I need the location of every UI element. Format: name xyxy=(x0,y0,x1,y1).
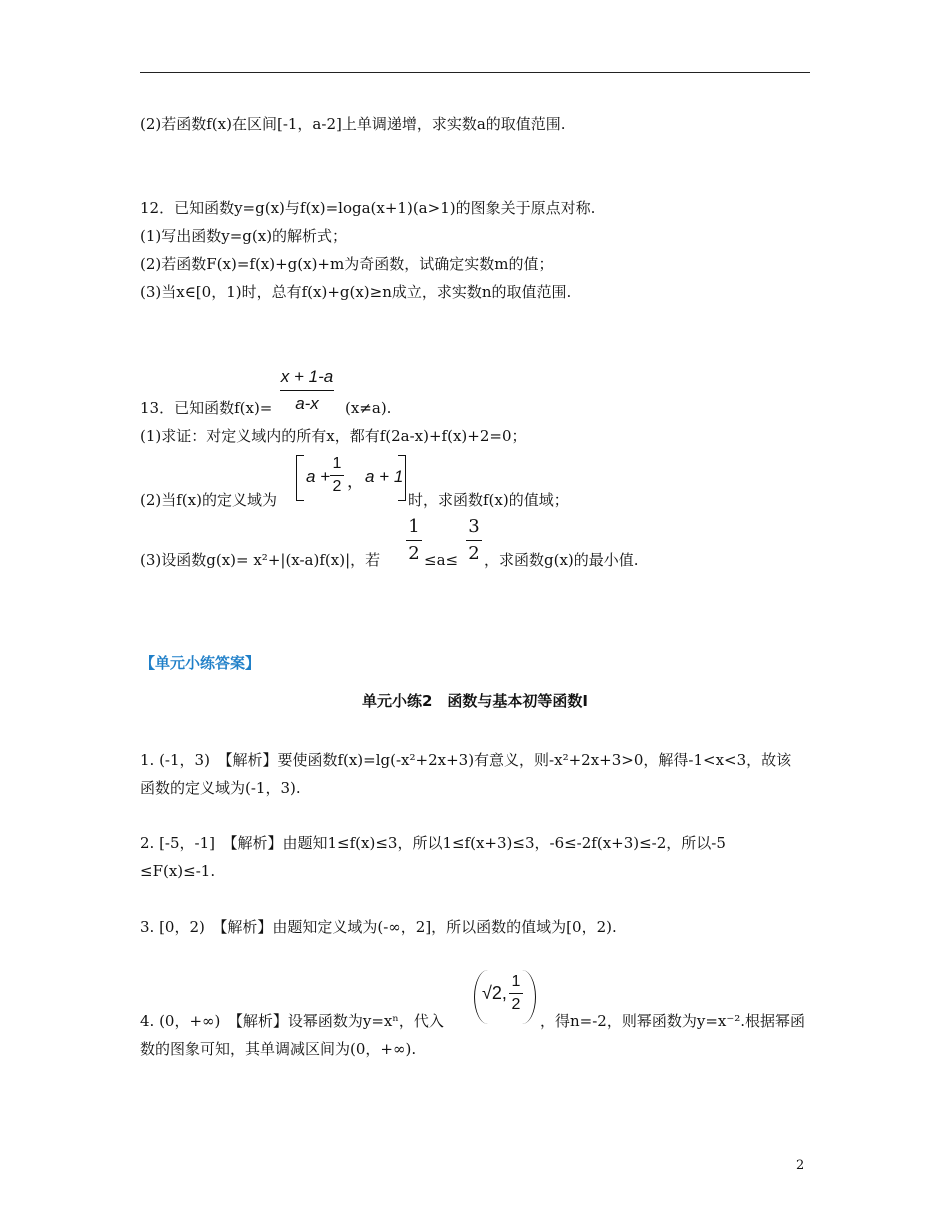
point-x-sqrt2: √2, xyxy=(482,983,507,1003)
answers-title: 单元小练2 函数与基本初等函数Ⅰ xyxy=(361,692,589,710)
q13-part3-prefix: (3)设函数g(x)= x²+|(x-a)f(x)|，若 xyxy=(140,551,381,569)
answers-heading: 【单元小练答案】 xyxy=(140,654,261,672)
q13-part3-fraction-2 xyxy=(466,516,482,565)
q12-part3: (3)当x∈[0，1)时，总有f(x)+g(x)≥n成立，求实数n的取值范围. xyxy=(140,283,572,301)
fraction-denominator: 2 xyxy=(408,543,420,564)
q13-part3-fraction-1 xyxy=(406,516,422,565)
fraction-bar xyxy=(466,540,482,541)
q13-stem-fraction xyxy=(280,366,334,415)
fraction-numerator: 3 xyxy=(468,516,480,537)
answer-4-point xyxy=(474,970,536,1024)
header-rule xyxy=(140,72,810,73)
interval-half-fraction xyxy=(330,454,344,497)
fraction-bar xyxy=(330,475,344,476)
interval-lower-a: a + xyxy=(306,467,331,486)
answer-2-line-1: 2. [-5，-1] 【解析】由题知1≤f(x)≤3，所以1≤f(x+3)≤3，-6≤-2f(x+3)≤-2，所以-5 xyxy=(140,834,726,852)
interval-upper: a + 1 xyxy=(365,467,404,486)
fraction-numerator: x + 1-a xyxy=(280,367,334,386)
answer-4-suffix: ，得n=-2，则幂函数为y=x⁻².根据幂函 xyxy=(540,1012,806,1030)
q13-part2-prefix: (2)当f(x)的定义域为 xyxy=(140,491,277,509)
fraction-bar xyxy=(509,993,523,994)
q12-part2: (2)若函数F(x)=f(x)+g(x)+m为奇函数，试确定实数m的值； xyxy=(140,255,554,273)
q13-part3-suffix: ，求函数g(x)的最小值. xyxy=(484,551,639,569)
fraction-numerator: 1 xyxy=(408,516,420,537)
q13-part2-suffix: 时，求函数f(x)的值域； xyxy=(408,491,569,509)
fraction-denominator: 2 xyxy=(468,543,480,564)
answer-2-line-2: ≤F(x)≤-1. xyxy=(140,862,216,880)
fraction-denominator: 2 xyxy=(332,478,342,495)
answer-4-prefix: 4. (0，+∞) 【解析】设幂函数为y=xⁿ，代入 xyxy=(140,1012,444,1030)
fraction-bar xyxy=(280,390,334,391)
answer-1-line-1: 1. (-1，3) 【解析】要使函数f(x)=lg(-x²+2x+3)有意义，则-x²+2x+3>0，解得-1<x<3，故该 xyxy=(140,751,792,769)
q13-stem-suffix: (x≠a). xyxy=(345,399,392,417)
q11-part2: (2)若函数f(x)在区间[-1，a-2]上单调递增，求实数a的取值范围. xyxy=(140,115,566,133)
interval-separator: ， xyxy=(347,472,364,491)
fraction-bar xyxy=(406,540,422,541)
fraction-denominator: 2 xyxy=(511,996,521,1013)
point-y-fraction xyxy=(509,972,523,1015)
q12-stem: 12．已知函数y=g(x)与f(x)=loga(x+1)(a>1)的图象关于原点对称. xyxy=(140,199,596,217)
page-number: 2 xyxy=(796,1158,805,1173)
q12-part1: (1)写出函数y=g(x)的解析式； xyxy=(140,227,348,245)
answer-4-line-2: 数的图象可知，其单调减区间为(0，+∞). xyxy=(140,1040,417,1058)
q13-part2-interval xyxy=(296,455,406,501)
q13-stem-prefix: 13．已知函数f(x)= xyxy=(140,399,273,417)
fraction-numerator: 1 xyxy=(511,973,521,990)
q13-part1: (1)求证：对定义域内的所有x，都有f(2a-x)+f(x)+2=0； xyxy=(140,427,527,445)
answer-1-line-2: 函数的定义域为(-1，3). xyxy=(140,779,301,797)
fraction-numerator: 1 xyxy=(332,455,342,472)
q13-part3-mid: ≤a≤ xyxy=(424,551,459,569)
fraction-denominator: a-x xyxy=(295,394,319,413)
answer-3-line-1: 3. [0，2) 【解析】由题知定义域为(-∞，2]，所以函数的值域为[0，2). xyxy=(140,918,617,936)
